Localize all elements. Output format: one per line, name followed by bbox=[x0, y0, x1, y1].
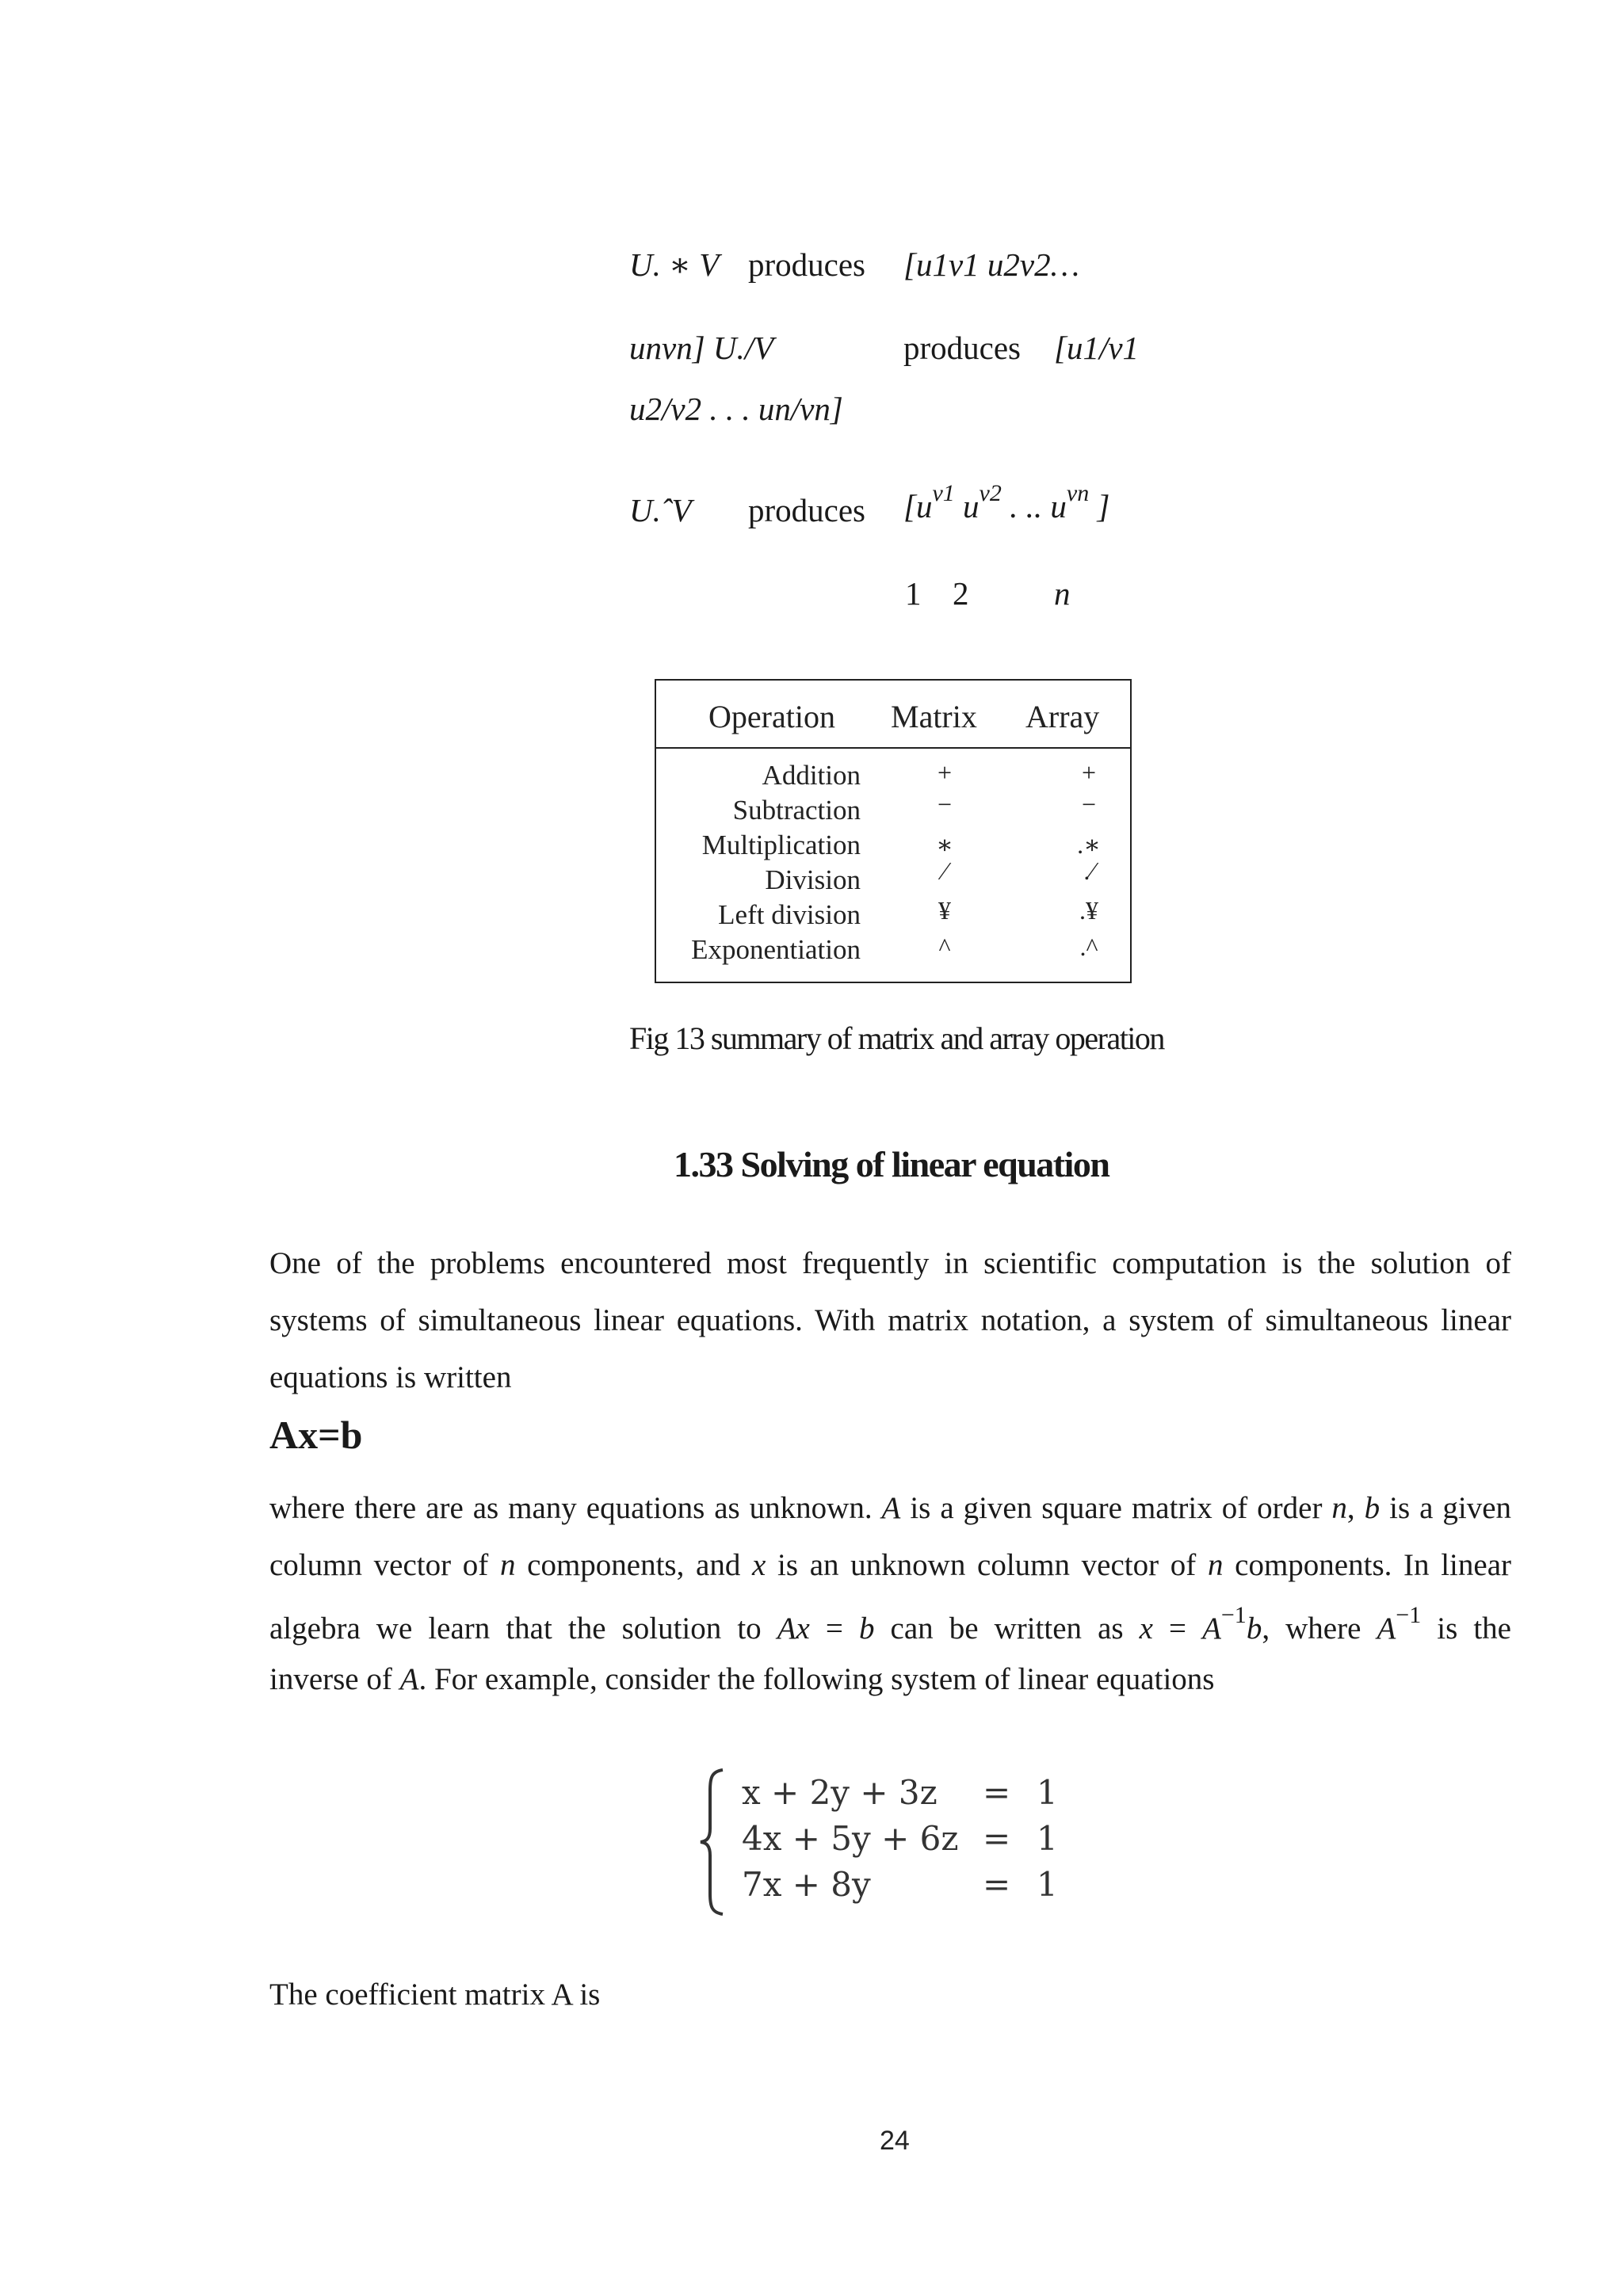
op-line-4-result: [$u^{v1}$ $u^{v2}$ . .. $u^{vn}$ ] bbox=[903, 480, 1110, 524]
op-line-1-produces: produces bbox=[748, 246, 866, 283]
table-row-op: Left division bbox=[718, 899, 861, 930]
system-eq: = bbox=[983, 1773, 1011, 1812]
paragraph-explanation bbox=[269, 1480, 1511, 1708]
system-rhs: 1 bbox=[1037, 1773, 1058, 1812]
paragraph-line: equations is written bbox=[269, 1360, 512, 1394]
table-row-matrix: + bbox=[937, 758, 953, 787]
op-line-2-produces: produces bbox=[903, 330, 1022, 366]
paragraph-line: column vector of n components, and x is an unknown column vector of n components. In linear bbox=[269, 1548, 1512, 1582]
table-row-op: Subtraction bbox=[732, 795, 861, 826]
op-line-2-result: [u1/v1 bbox=[1054, 330, 1140, 366]
op-line-3: u2/v2 . . . un/vn] bbox=[629, 391, 843, 427]
operations-table bbox=[655, 679, 1132, 983]
table-row-matrix: ∗ bbox=[936, 830, 953, 859]
table-row-array: + bbox=[1081, 758, 1097, 787]
op-line-4-expr: U.ˆV bbox=[629, 492, 692, 528]
paragraph-line: One of the problems encountered most frequently in scientific computation is the solution of bbox=[269, 1246, 1511, 1280]
table-header-array: Array bbox=[1025, 699, 1100, 734]
equation-axb: Ax=b bbox=[269, 1413, 363, 1457]
table-row-array: .∗ bbox=[1077, 830, 1101, 859]
system-rhs: 1 bbox=[1037, 1819, 1058, 1858]
table-row-array: .¥ bbox=[1079, 896, 1098, 925]
paragraph-line: algebra we learn that the solution to Ax = b can be written as $x = A^{-1}b$, where $A^{-1}$ is the bbox=[269, 1602, 1511, 1646]
table-row-op: Division bbox=[765, 864, 861, 895]
table-row-op: Multiplication bbox=[701, 830, 861, 860]
table-row-matrix: ¥ bbox=[938, 896, 951, 925]
paragraph-coefficient: The coefficient matrix A is bbox=[269, 1978, 601, 2012]
table-header-matrix: Matrix bbox=[891, 699, 977, 734]
op-line-1-expr: U. ∗ V bbox=[629, 246, 720, 283]
op-line-2-expr: unvn] U./V bbox=[629, 330, 774, 366]
paragraph-line: where there are as many equations as unknown. A is a given square matrix of order n, b is a given bbox=[269, 1491, 1512, 1525]
system-lhs: 7x + 8y bbox=[742, 1865, 871, 1904]
op-line-5-subn: n bbox=[1054, 575, 1071, 612]
table-row-matrix: ^ bbox=[938, 933, 951, 961]
paragraph-line: systems of simultaneous linear equations. With matrix notation, a system of simultaneous linear bbox=[269, 1303, 1511, 1337]
page-number: 24 bbox=[880, 2126, 910, 2156]
system-eq: = bbox=[983, 1865, 1011, 1904]
op-line-4-produces: produces bbox=[748, 492, 866, 528]
op-line-5-sub1: 1 bbox=[905, 575, 922, 612]
left-brace-icon bbox=[697, 1767, 729, 1917]
system-lhs: x + 2y + 3z bbox=[742, 1773, 938, 1812]
table-row-array: .∕ bbox=[1083, 856, 1094, 885]
table-header-operation: Operation bbox=[708, 699, 835, 734]
table-row-op: Addition bbox=[762, 760, 861, 791]
op-line-5-sub2: 2 bbox=[953, 575, 969, 612]
paragraph-intro bbox=[269, 1235, 1511, 1406]
table-row-matrix: − bbox=[937, 790, 953, 818]
op-line-1-result: [u1v1 u2v2… bbox=[903, 246, 1080, 283]
table-row-matrix: ∕ bbox=[942, 856, 947, 885]
figure-caption: Fig 13 summary of matrix and array operation bbox=[629, 1020, 1164, 1056]
table-row-array: .^ bbox=[1079, 933, 1098, 961]
paragraph-line: inverse of A. For example, consider the following system of linear equations bbox=[269, 1662, 1215, 1696]
table-divider bbox=[656, 747, 1130, 749]
system-eq: = bbox=[983, 1819, 1011, 1858]
system-rhs: 1 bbox=[1037, 1865, 1058, 1904]
linear-system bbox=[697, 1767, 1070, 1917]
table-row-array: − bbox=[1081, 790, 1097, 818]
system-lhs: 4x + 5y + 6z bbox=[742, 1819, 959, 1858]
table-row-op: Exponentiation bbox=[691, 934, 861, 965]
section-heading: 1.33 Solving of linear equation bbox=[674, 1144, 1109, 1184]
